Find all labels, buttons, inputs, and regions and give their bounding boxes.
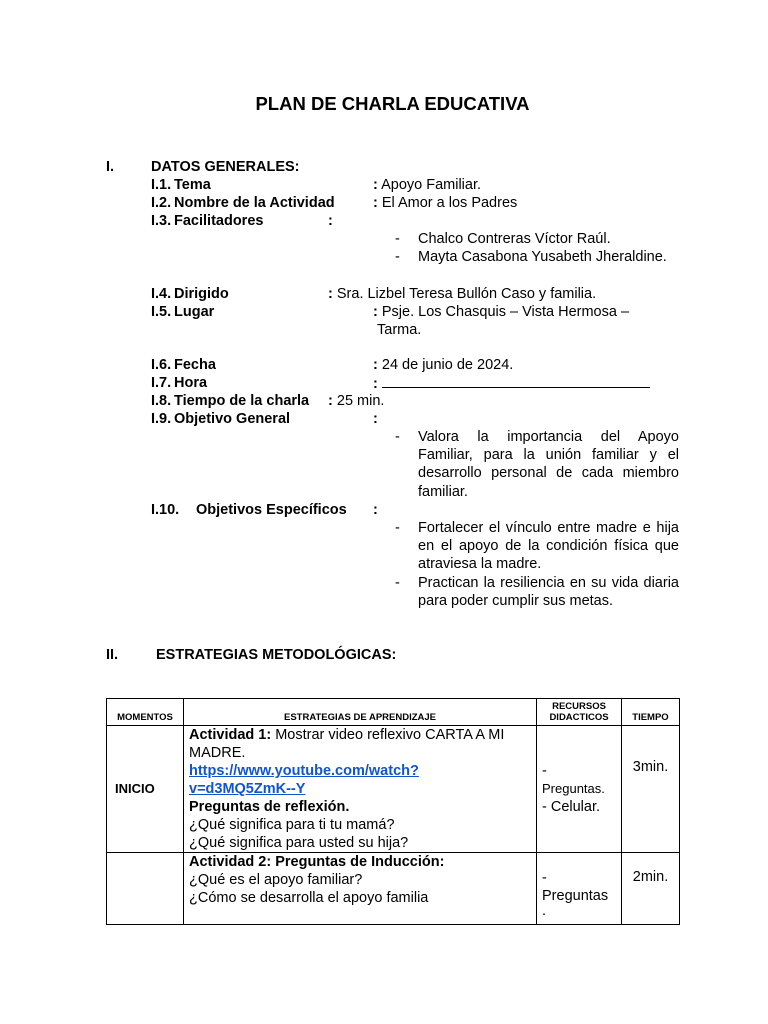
item-label: Hora bbox=[174, 375, 208, 391]
item-colon: : bbox=[328, 213, 333, 229]
item-value: 25 min. bbox=[336, 393, 385, 409]
resource-dash: - bbox=[542, 870, 547, 886]
objective-text: Fortalecer el vínculo entre madre e hija en el apoyo de la condición física que atraviesa la madre. bbox=[418, 520, 679, 573]
section2-number: II. bbox=[106, 647, 119, 663]
question-heading: Preguntas de reflexión. bbox=[189, 799, 350, 815]
header-estrategias: ESTRATEGIAS DE APRENDIZAJE bbox=[184, 699, 537, 726]
item-label: Fecha bbox=[174, 357, 216, 373]
resource-item: Preguntas. bbox=[542, 781, 605, 796]
item-label: Facilitadores bbox=[174, 213, 264, 229]
question: ¿Cómo se desarrolla el apoyo familia bbox=[189, 890, 429, 906]
objective-text: Practican la resiliencia en su vida diaria para poder cumplir sus metas. bbox=[418, 575, 679, 610]
question: ¿Qué es el apoyo familiar? bbox=[189, 872, 363, 888]
item-number: I.1. bbox=[151, 177, 172, 193]
strategies-table bbox=[106, 698, 680, 925]
item-value-continued: Tarma. bbox=[377, 322, 422, 338]
bullet-dash: - bbox=[395, 575, 400, 591]
resource-item: - Celular. bbox=[542, 799, 601, 815]
item-colon: : bbox=[373, 374, 650, 393]
time-value: 3min. bbox=[632, 759, 669, 775]
item-value: 24 de junio de 2024. bbox=[381, 357, 514, 373]
strategy-cell bbox=[184, 853, 537, 925]
item-label: Tiempo de la charla bbox=[174, 393, 310, 409]
link-line[interactable]: v=d3MQ5ZmK--Y bbox=[189, 781, 306, 797]
item-number: I.10. bbox=[151, 502, 180, 518]
video-link[interactable] bbox=[184, 762, 536, 798]
table-header-row bbox=[107, 699, 680, 726]
facilitator-name: Chalco Contreras Víctor Raúl. bbox=[418, 231, 611, 247]
item-number: I.4. bbox=[151, 286, 172, 302]
header-momentos: MOMENTOS bbox=[107, 699, 184, 726]
item-number: I.7. bbox=[151, 375, 172, 391]
activity-description bbox=[184, 726, 536, 762]
item-colon: : Psje. Los Chasquis – Vista Hermosa – bbox=[373, 304, 630, 320]
item-label: Tema bbox=[174, 177, 211, 193]
bullet-dash: - bbox=[395, 231, 400, 247]
item-colon: : Apoyo Familiar. bbox=[373, 177, 482, 193]
item-colon: : bbox=[373, 411, 378, 427]
resource-item: Preguntas bbox=[542, 888, 609, 904]
item-value: Apoyo Familiar. bbox=[381, 177, 482, 193]
item-number: I.3. bbox=[151, 213, 172, 229]
blank-line bbox=[382, 374, 650, 388]
resources-cell bbox=[537, 853, 622, 925]
section1-heading: DATOS GENERALES: bbox=[151, 159, 300, 175]
momento-cell bbox=[107, 853, 184, 925]
activity-label: Actividad 1: bbox=[189, 727, 272, 743]
header-recursos: RECURSOS DIDACTICOS bbox=[537, 699, 622, 726]
section2-heading: ESTRATEGIAS METODOLÓGICAS: bbox=[156, 647, 397, 663]
momento-cell bbox=[107, 726, 184, 853]
item-number: I.2. bbox=[151, 195, 172, 211]
bullet-dash: - bbox=[395, 249, 400, 265]
item-number: I.5. bbox=[151, 304, 172, 320]
document-title: PLAN DE CHARLA EDUCATIVA bbox=[255, 93, 530, 114]
item-label: Objetivos Específicos bbox=[196, 502, 347, 518]
item-label: Dirigido bbox=[174, 286, 229, 302]
header-tiempo: TIEMPO bbox=[622, 699, 680, 726]
table-row bbox=[107, 726, 680, 853]
bullet-dash: - bbox=[395, 429, 400, 445]
objective-text: Valora la importancia del Apoyo Familiar, para la unión familiar y el desarrollo personal de cada miembro familiar. bbox=[418, 429, 679, 500]
item-label: Lugar bbox=[174, 304, 215, 320]
time-value: 2min. bbox=[632, 869, 669, 885]
question: ¿Qué significa para usted su hija? bbox=[189, 835, 409, 851]
section1-number: I. bbox=[106, 159, 115, 175]
item-colon: : 25 min. bbox=[328, 393, 385, 409]
bullet-dash: - bbox=[395, 520, 400, 536]
link-line[interactable]: https://www.youtube.com/watch? bbox=[189, 763, 419, 779]
item-colon: : bbox=[373, 502, 378, 518]
facilitator-name: Mayta Casabona Yusabeth Jheraldine. bbox=[418, 249, 667, 265]
activity-heading: Actividad 2: Preguntas de Inducción: bbox=[189, 854, 445, 870]
momento-label: INICIO bbox=[115, 781, 155, 796]
resource-end: . bbox=[542, 903, 547, 919]
item-label: Nombre de la Actividad bbox=[174, 195, 335, 211]
time-cell bbox=[622, 853, 680, 925]
item-value: Sra. Lizbel Teresa Bullón Caso y familia. bbox=[336, 286, 597, 302]
resource-dash: - bbox=[542, 763, 547, 779]
resources-cell bbox=[537, 726, 622, 853]
item-label: Objetivo General bbox=[174, 411, 291, 427]
item-colon: : El Amor a los Padres bbox=[373, 195, 518, 211]
item-colon: : 24 de junio de 2024. bbox=[373, 357, 514, 373]
item-number: I.8. bbox=[151, 393, 172, 409]
item-value: El Amor a los Padres bbox=[381, 195, 518, 211]
item-value: Psje. Los Chasquis – Vista Hermosa – bbox=[381, 304, 630, 320]
item-number: I.6. bbox=[151, 357, 172, 373]
time-cell bbox=[622, 726, 680, 853]
item-number: I.9. bbox=[151, 411, 172, 427]
strategy-cell bbox=[184, 726, 537, 853]
activity-text: Mostrar video reflexivo CARTA A MI MADRE. bbox=[189, 727, 505, 761]
question: ¿Qué significa para ti tu mamá? bbox=[189, 817, 395, 833]
table-row bbox=[107, 853, 680, 925]
item-colon: : Sra. Lizbel Teresa Bullón Caso y familia. bbox=[328, 286, 597, 302]
